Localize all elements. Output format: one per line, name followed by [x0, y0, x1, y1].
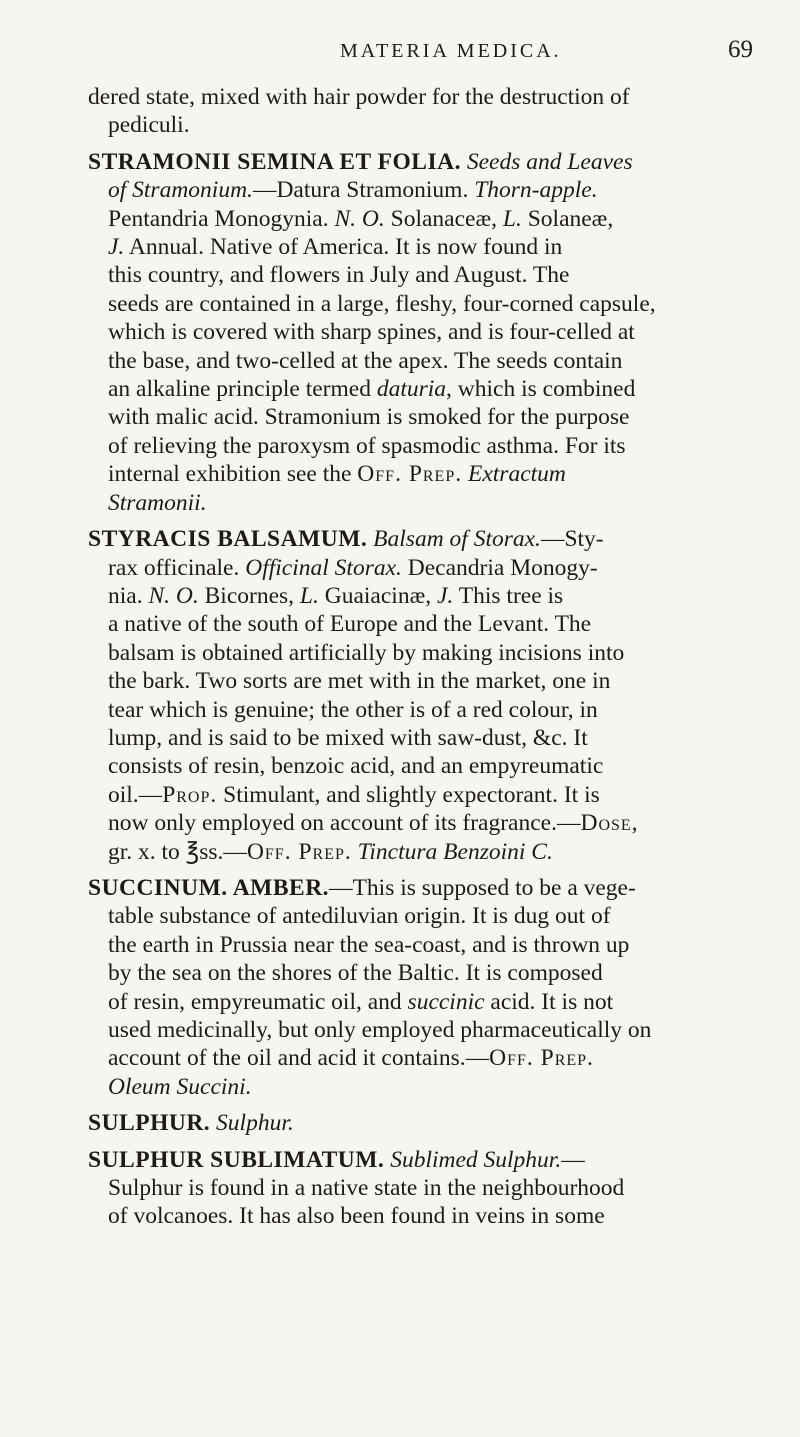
- running-head: MATERIA MEDICA.: [340, 40, 562, 62]
- text-line: now only employed on account of its fragrance.—Dose,: [108, 810, 639, 837]
- text-line: an alkaline principle termed daturia, which is combined: [108, 376, 636, 403]
- entry-translation: Sulphur.: [210, 1110, 294, 1137]
- entry-headword: SULPHUR.: [88, 1110, 211, 1137]
- text-line: seeds are contained in a large, fleshy, four-corned capsule,: [108, 290, 656, 317]
- page-header: [0, 36, 800, 68]
- entry-translation: Balsam of Storax.: [367, 526, 541, 553]
- entry-headword: STRAMONII SEMINA ET FOLIA.: [88, 148, 461, 175]
- text-line: table substance of antediluvian origin. It is dug out of: [108, 903, 611, 930]
- text-line: oil.—Prop. Stimulant, and slightly expectorant. It is: [108, 781, 600, 808]
- text-line: of resin, empyreumatic oil, and succinic acid. It is not: [108, 988, 614, 1015]
- text-line: SULPHUR SUBLIMATUM. Sublimed Sulphur.—: [88, 1146, 585, 1173]
- text-line: Stramonii.: [108, 489, 207, 516]
- text-line: consists of resin, benzoic acid, and an empyreumatic: [108, 753, 604, 780]
- text-line: used medicinally, but only employed pharmaceutically on: [108, 1017, 652, 1043]
- entry-headword: SUCCINUM. AMBER.: [88, 874, 330, 901]
- text-line: the base, and two-celled at the apex. The seeds contain: [108, 347, 623, 374]
- text-line: pediculi.: [108, 112, 190, 139]
- text-line: which is covered with sharp spines, and is four-celled at: [108, 319, 635, 346]
- text-line: Pentandria Monogynia. N. O. Solanaceæ, L. Solaneæ,: [108, 205, 614, 232]
- text-line: of volcanoes. It has also been found in veins in some: [108, 1203, 605, 1230]
- page-body: [88, 83, 778, 1239]
- entry-sulphur: [88, 1109, 778, 1137]
- text-line: STYRACIS BALSAMUM. Balsam of Storax.—Sty-: [88, 526, 604, 553]
- entry-headword: STYRACIS BALSAMUM.: [88, 526, 368, 553]
- text-line: by the sea on the shores of the Baltic. It is composed: [108, 960, 603, 987]
- entry-headword: SULPHUR SUBLIMATUM.: [88, 1146, 385, 1173]
- text-line: [88, 1109, 778, 1137]
- entry-styracis: [88, 525, 778, 866]
- entry-sulphur-sublimatum: [88, 1146, 778, 1231]
- text-line: of relieving the paroxysm of spasmodic asthma. For its: [108, 432, 626, 459]
- text-line: nia. N. O. Bicornes, L. Guaiacinæ, J. This tree is: [108, 582, 564, 609]
- entry-succinum: [88, 874, 778, 1101]
- text-line: the earth in Prussia near the sea-coast, and is thrown up: [108, 931, 630, 958]
- text-line: lump, and is said to be mixed with saw-dust, &c. It: [108, 724, 588, 751]
- text-line: Sulphur is found in a native state in the neighbourhood: [108, 1175, 625, 1202]
- text-line: with malic acid. Stramonium is smoked for the purpose: [108, 404, 630, 431]
- text-line: of Stramonium.—Datura Stramonium. Thorn-apple.: [108, 177, 598, 204]
- text-line: tear which is genuine; the other is of a red colour, in: [108, 696, 598, 723]
- text-line: internal exhibition see the Off. Prep. Extractum: [108, 461, 566, 488]
- text-line: the bark. Two sorts are met with in the market, one in: [108, 668, 611, 695]
- text-line: balsam is obtained artificially by making incisions into: [108, 639, 625, 666]
- entry-stramonii: [88, 148, 778, 517]
- text-line: J. Annual. Native of America. It is now found in: [108, 234, 563, 261]
- page-number: 69: [728, 36, 753, 63]
- text-line: gr. x. to ℥ss.—Off. Prep. Tinctura Benzoini C.: [108, 838, 553, 865]
- text-line: a native of the south of Europe and the Levant. The: [108, 611, 592, 638]
- text-line: this country, and flowers in July and August. The: [108, 262, 570, 289]
- text-line: [88, 148, 778, 176]
- text-line: SUCCINUM. AMBER.—This is supposed to be a vege-: [88, 874, 636, 901]
- text-line: rax officinale. Officinal Storax. Decandria Monogy-: [108, 554, 598, 581]
- text-line: account of the oil and acid it contains.—Off. Prep.: [108, 1045, 594, 1072]
- text-line: Oleum Succini.: [108, 1073, 252, 1100]
- entry-translation: Sublimed Sulphur.: [384, 1146, 562, 1173]
- entry-translation: Seeds and Leaves: [460, 148, 633, 175]
- text-line: dered state, mixed with hair powder for the destruction of: [88, 84, 630, 110]
- continuation-paragraph: [88, 83, 778, 140]
